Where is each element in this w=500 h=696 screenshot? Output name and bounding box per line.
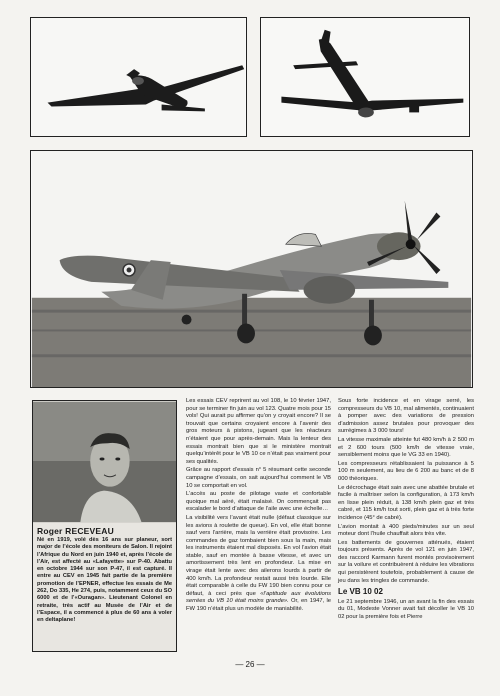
col1-paragraph-4-text: La visibilité vers l’avant était nulle (défaut classique sur les avions à roulette de queue). En vol, elle était bonne sauf vers l’arrière, mais la verrière était provisoire. Les commandes de gaz tombaient bien sous la main, mais les instruments étaient mal disposés. En vol l’avion était stable, sauf en montée à basse vitesse, et avec un amortissement très lent en profondeur. La mise en virage était lente avec des ailerons lourds à partir de 400 km/h. La profondeur restait aussi très lourde. Elle était comparable à celle du FW 190 bien connu pour ce défaut, à ceci près que — [186, 514, 331, 597]
text-column-1 — [186, 398, 331, 615]
col2-paragraph-2: La vitesse maximale atteinte fut 480 km/h à 2 500 m et 2 600 tours (500 km/h de vitesse vraie, sensiblement moins que le VG 33 en 1940). — [338, 436, 474, 459]
col1-paragraph-4 — [186, 515, 331, 614]
bio-text: Né en 1919, volé dès 16 ans sur planeur, sort major de l’école des moniteurs de Salon. Il rejoint l’Afrique du Nord en juin 1940 et, après l’école de l’Air, est affecté au «Lafayette» sur P-40. Abattu en octobre 1944 sur son P-47, il est capturé. Il entre au CEV en 1945 fait partie de la première promotion de l’EPNER, effectue les essais de Me 262, Do 335, He 274, puis, notamment ceux du SO 6000 et de l’«Ouragan». Lieutenant Colonel en retraite, très actif au Musée de l’Air et de l’Espace, il a commencé à plus de 60 ans à voler en deltaplane! — [37, 537, 172, 624]
bio-name: Roger RECEVEAU — [37, 526, 114, 536]
page-number: — 26 — — [235, 660, 265, 669]
photo-aircraft-ground — [30, 150, 473, 388]
portrait-photo — [33, 401, 176, 523]
col1-paragraph-1: Les essais CEV reprirent au vol 108, le 10 février 1947, pour se terminer fin juin au vol 123. Quatre mois pour 15 vols! Qui aurait pu affirmer qu’on y croyait encore? Il se trouvait que certains croyaient encore à l’avenir des gros moteurs à pistons, jugeant que les réacteurs n’étaient que pour après-demain. Mais la lenteur des essais montrait bien que si le ministère montrait quelqu’intérêt pour le VB 10 ce n’était pas vraiment pour ses qualités. — [186, 398, 331, 465]
section-heading-vb10-02: Le VB 10 02 — [338, 587, 383, 597]
col1-paragraph-3: L’accès au poste de pilotage vaste et confortable quoique mal aéré, était malaisé. On commençait pas escalader le bord d’attaque de l’aile avec une échelle… — [186, 491, 331, 513]
aircraft-flight-left-image — [31, 18, 246, 136]
bio-box — [32, 400, 177, 652]
col1-paragraph-2: Grâce au rapport d’essais n° 5 résumant cette seconde campagne d’essais, on sait aujourd’hui comment le VB 10 se comportait en vol. — [186, 467, 331, 489]
text-column-2 — [338, 398, 474, 623]
photo-aircraft-flight-left — [30, 17, 247, 137]
col2-paragraph-4: Le décrochage était sain avec une abattée brutale et facile à maîtriser selon la configuration, à 173 km/h en lisse plein réduit, à 138 km/h plein gaz et très cabré, et 115 km/h tout sorti, plein gaz et à très forte incidence (45° de cabré). — [338, 484, 474, 521]
aircraft-ground-image — [31, 151, 472, 387]
col2-paragraph-1: Sous forte incidence et en virage serré, les compresseurs du VB 10, mal alimentés, continuaient à pomper avec des variations de pression d’admission assez brutales pour provoquer des surrégimes à 3 000 tours! — [338, 398, 474, 435]
col1-italic-quote: «l’aptitude aux évolutions serrées du VB 10 était moins grande». — [186, 590, 331, 605]
col2-paragraph-5: L’avion montait à 400 pieds/minutes sur un seul moteur dont l’huile chauffait alors très vite. — [338, 523, 474, 538]
photo-aircraft-flight-right — [260, 17, 470, 137]
col2-paragraph-3: Les compresseurs rétablissaient la puissance à 5 100 m seulement, au lieu de 6 200 au banc et de 8 000 théoriques. — [338, 460, 474, 482]
aircraft-flight-right-image — [261, 18, 469, 136]
col2-paragraph-7: Le 21 septembre 1946, un an avant la fin des essais du 01, Modeste Vonner avait fait décoller le VB 10 02 pour la première fois et Pierre — [338, 598, 474, 621]
col1-paragraph-4-tail: Or, en 1947, le FW 190 n’était plus un modèle de maniabilité. — [186, 598, 331, 613]
col2-paragraph-6: Les battements de gouvernes atténués, étaient toujours présents. Après de vol 121 en juin 1947, des raccord Karmann furent montés provisoirement sur la voilure et contribuèrent à réduire les vibrations qui persistèrent toutefois, probablement à cause de jeu dans les tringles de commande. — [338, 539, 474, 584]
